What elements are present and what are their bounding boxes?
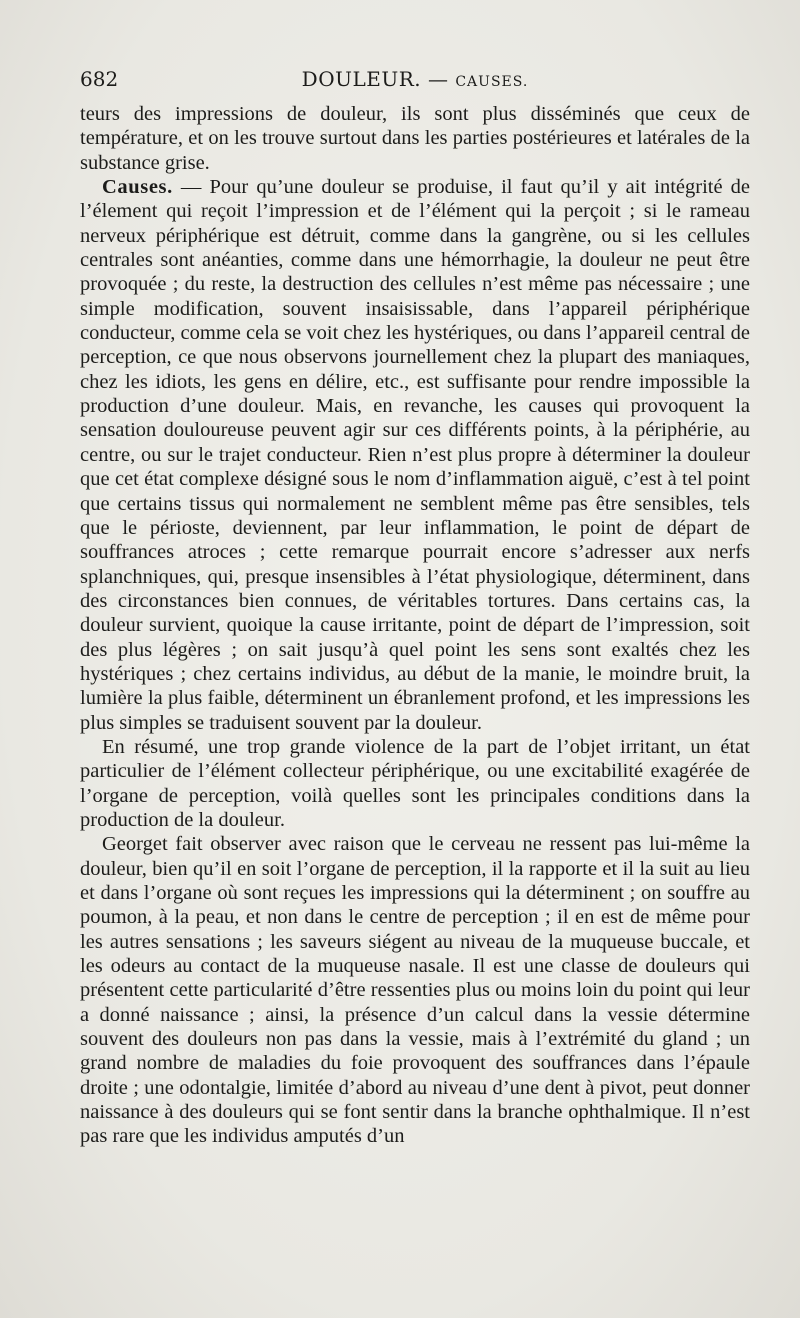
page-header <box>80 62 750 96</box>
page-number: 682 <box>80 67 119 91</box>
running-title-separator: — <box>421 67 456 91</box>
paragraph-causes-text: — Pour qu’une douleur se produise, il faut qu’il y ait intégrité de l’élement qui reçoit l’impression et de l’élément qui la perçoit ; si le rameau nerveux périphérique est détruit, comme dans la gangrène, ou si les cellules centrales sont anéanties, comme dans une hémorrhagie, la douleur ne peut être provoquée ; du reste, la destruction des cellules n’est même pas nécessaire ; une simple modification, souvent insaisissable, dans l’appareil périphérique conducteur, comme cela se voit chez les hystériques, ou dans l’appareil central de perception, ce que nous observons journellement chez la plupart des maniaques, chez les idiots, les gens en délire, etc., est suffisante pour rendre impossible la production d’une douleur. Mais, en revanche, les causes qui provoquent la sensation douloureuse peuvent agir sur ces différents points, à la périphérie, au centre, ou sur le trajet conducteur. Rien n’est plus propre à déterminer la douleur que cet état complexe désigné sous le nom d’inflammation aiguë, c’est à tel point que certains tissus qui normalement ne semblent même pas être sensibles, tels que le périoste, deviennent, par leur inflammation, le point de départ de souffrances atroces ; cette remarque pourrait encore s’adresser aux nerfs splanchniques, qui, presque insensibles à l’état physiologique, déterminent, dans des circonstances bien connues, de véritables tortures. Dans certains cas, la douleur survient, quoique la cause irritante, point de départ de l’impression, soit des plus légères ; on sait jusqu’à quel point les sens sont exaltés chez les hystériques ; chez certains individus, au début de la manie, le moindre bruit, la lumière la plus faible, déterminent un ébranlement profond, et les impressions les plus simples se traduisent souvent par la douleur. <box>80 176 750 734</box>
running-title-main: DOULEUR. <box>301 67 422 91</box>
paragraph-resume: En résumé, une trop grande violence de la part de l’objet irritant, un état particulier de l’élément collecteur périphérique, ou une excitabilité exagérée de l’organe de perception, voilà quelles sont les principales conditions dans la production de la douleur. <box>80 735 750 831</box>
paragraph-causes <box>80 175 750 735</box>
paragraph-georget: Georget fait observer avec raison que le cerveau ne ressent pas lui-même la douleur, bien qu’il en soit l’organe de perception, il la rapporte et il la suit au lieu et dans l’organe où sont reçues les impressions qui la déterminent ; on souffre au poumon, à la peau, et non dans le centre de perception ; il en est de même pour les autres sensations ; les saveurs siégent au niveau de la muqueuse buccale, et les odeurs au contact de la muqueuse nasale. Il est une classe de douleurs qui présentent cette particularité d’être ressenties plus ou moins loin du point qui leur a donné naissance ; ainsi, la présence d’un calcul dans la vessie détermine souvent des douleurs non pas dans la vessie, mais à l’extrémité du gland ; un grand nombre de maladies du foie provoquent des souffrances dans l’épaule droite ; une odontalgie, limitée d’abord au niveau d’une dent à pivot, peut donner naissance à des douleurs qui se font sentir dans la branche ophthalmique. Il n’est pas rare que les individus amputés d’un <box>80 833 750 1148</box>
body-text <box>80 102 750 1149</box>
paragraph-continuation: teurs des impressions de douleur, ils sont plus disséminés que ceux de température, et on les trouve surtout dans les parties postérieures et latérales de la substance grise. <box>80 103 750 174</box>
running-title <box>80 62 750 99</box>
running-title-subtitle: CAUSES. <box>455 74 529 90</box>
section-heading-causes: Causes. <box>102 176 173 199</box>
